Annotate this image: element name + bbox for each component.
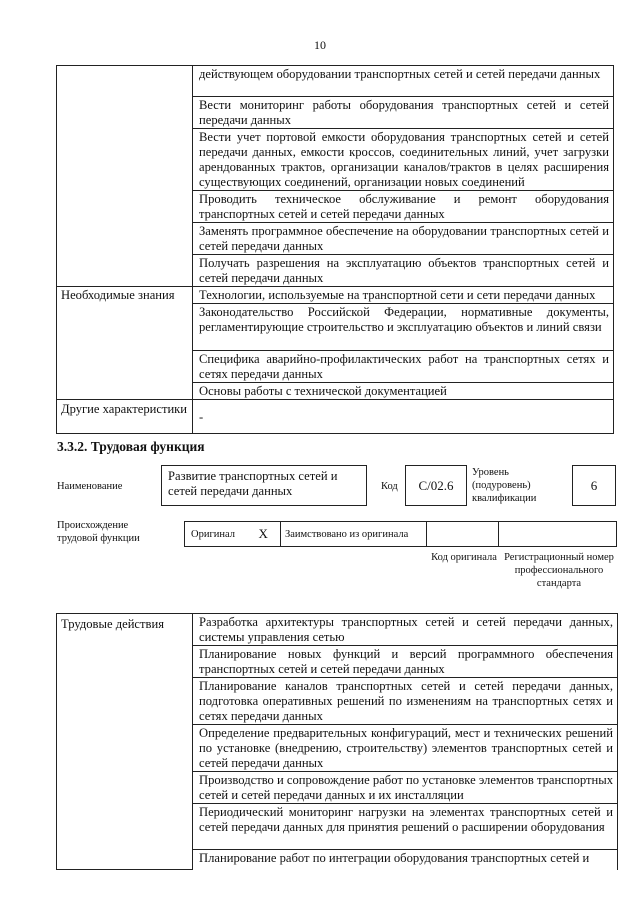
table-row: Определение предварительных конфигураций, мест и технических решений по установке (внедрению, строительству) элементов транспортных сетей и сетей передачи данных xyxy=(199,726,613,770)
code-original-cell xyxy=(427,522,499,547)
borrowed-label: Заимствовано из оригинала xyxy=(285,529,409,540)
table-row: Планирование работ по интеграции оборудования транспортных сетей и xyxy=(199,851,590,865)
code-box xyxy=(405,465,467,506)
code-label: Код xyxy=(381,481,398,492)
table-row: Планирование новых функций и версий программного обеспечения транспортных сетей и сетей передачи данных xyxy=(199,647,613,676)
section-title: 3.3.2. Трудовая функция xyxy=(57,439,205,454)
function-name-box xyxy=(161,465,367,506)
table-row: Основы работы с технической документацией xyxy=(199,384,447,398)
function-name-value: Развитие транспортных сетей и сетей передачи данных xyxy=(168,469,338,498)
table-row: Законодательство Российской Федерации, нормативные документы, регламентирующие строительство и эксплуатацию объектов и линий связи xyxy=(199,305,609,334)
code-original-caption: Код оригинала xyxy=(431,552,497,563)
page-number: 10 xyxy=(314,38,326,52)
table-row: Вести мониторинг работы оборудования транспортных сетей и сетей передачи данных xyxy=(199,98,609,127)
origin-table xyxy=(184,521,617,547)
original-label: Оригинал xyxy=(191,529,235,540)
other-characteristics-value: - xyxy=(199,410,204,424)
level-value: 6 xyxy=(590,478,598,493)
reg-number-caption: Регистрационный номер профессионального стандарта xyxy=(504,552,614,589)
knowledge-label: Необходимые знания xyxy=(61,288,175,302)
table-row: Производство и сопровождение работ по установке элементов транспортных сетей и сетей передачи данных и их инсталляции xyxy=(199,773,613,802)
table-row: Вести учет портовой емкости оборудования транспортных сетей и сетей передачи данных, емкости кроссов, соединительных линий, учет загрузки арендованных трактов, организации каналов/трактов в целях расширения существующих соединений, организации новых соединений xyxy=(199,130,609,189)
qualification-level-label: Уровень (подуровень) квалификации xyxy=(472,467,537,504)
table-row: действующем оборудовании транспортных сетей и сетей передачи данных xyxy=(199,67,601,81)
table-row: Заменять программное обеспечение на оборудовании транспортных сетей и сетей передачи данных xyxy=(199,224,609,253)
labor-actions-label: Трудовые действия xyxy=(61,617,165,631)
origin-label: Происхождение трудовой функции xyxy=(57,520,140,544)
level-box xyxy=(572,465,616,506)
labor-actions-table xyxy=(56,613,618,870)
original-mark: X xyxy=(258,526,268,541)
table-row: Планирование каналов транспортных сетей и сетей передачи данных, подготовка оперативных решений по изменениям на транспортных сетях и сетях передачи данных xyxy=(199,679,613,723)
code-value: C/02.6 xyxy=(418,478,454,493)
table-row: Разработка архитектуры транспортных сетей и сетей передачи данных, системы управления сетью xyxy=(199,615,613,644)
name-label: Наименование xyxy=(57,481,123,492)
table-row: Технологии, используемые на транспортной сети и сети передачи данных xyxy=(199,288,596,302)
reg-number-cell xyxy=(499,522,617,547)
table-row: Проводить техническое обслуживание и ремонт оборудования транспортных сетей и сетей передачи данных xyxy=(199,192,609,221)
table-row: Специфика аварийно-профилактических работ на транспортных сетях и сетях передачи данных xyxy=(199,352,609,381)
table-row: Периодический мониторинг нагрузки на элементах транспортных сетей и сетей передачи данных для принятия решений о расширении оборудования xyxy=(199,805,613,834)
actions-continued-left-cell xyxy=(57,66,193,287)
skills-table xyxy=(56,65,614,434)
table-row: Получать разрешения на эксплуатацию объектов транспортных сетей и сетей передачи данных xyxy=(199,256,609,285)
other-characteristics-label: Другие характеристики xyxy=(61,402,188,416)
